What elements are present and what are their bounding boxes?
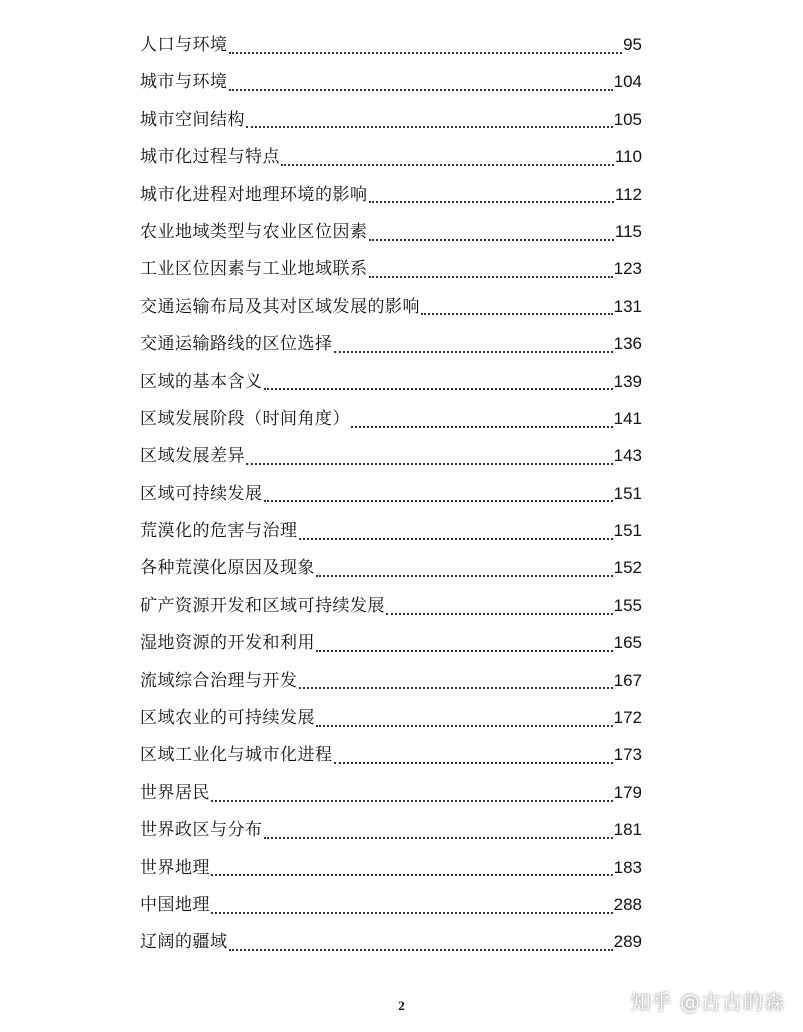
- toc-entry[interactable]: [140, 250, 642, 287]
- toc-entry-title: 世界政区与分布: [140, 820, 263, 841]
- toc-entry-page: 123: [613, 259, 642, 279]
- toc-entry-page: 173: [613, 745, 642, 765]
- table-of-contents: [140, 26, 642, 961]
- toc-entry-title: 区域发展差异: [140, 446, 245, 467]
- toc-entry-title: 城市空间结构: [140, 109, 245, 130]
- toc-entry-page: 95: [623, 35, 642, 54]
- dot-leader: [369, 201, 614, 203]
- toc-entry-title: 城市化进程对地理环境的影响: [140, 184, 368, 205]
- toc-entry-page: 181: [613, 820, 642, 840]
- toc-entry[interactable]: [140, 213, 642, 250]
- toc-entry-page: 131: [613, 296, 642, 316]
- toc-entry[interactable]: [140, 512, 642, 549]
- toc-entry-title: 矿产资源开发和区域可持续发展: [140, 595, 385, 616]
- dot-leader: [281, 164, 614, 166]
- toc-entry[interactable]: [140, 325, 642, 362]
- toc-entry-page: 183: [613, 857, 642, 877]
- dot-leader: [229, 949, 613, 951]
- toc-entry[interactable]: [140, 437, 642, 474]
- dot-leader: [421, 313, 613, 315]
- toc-entry-page: 104: [613, 72, 642, 92]
- toc-entry[interactable]: [140, 400, 642, 437]
- toc-entry[interactable]: [140, 811, 642, 848]
- toc-entry-title: 工业区位因素与工业地域联系: [140, 259, 368, 280]
- toc-entry-title: 中国地理: [140, 894, 210, 915]
- toc-entry[interactable]: [140, 849, 642, 886]
- dot-leader: [351, 426, 613, 428]
- toc-entry-title: 交通运输布局及其对区域发展的影响: [140, 296, 420, 317]
- dot-leader: [264, 388, 613, 390]
- toc-entry-page: 151: [613, 521, 642, 541]
- dot-leader: [211, 874, 613, 876]
- toc-entry-page: 112: [614, 184, 642, 204]
- toc-entry-page: 139: [613, 371, 642, 391]
- toc-entry[interactable]: [140, 475, 642, 512]
- toc-entry[interactable]: [140, 363, 642, 400]
- dot-leader: [229, 89, 613, 91]
- toc-entry-title: 各种荒漠化原因及现象: [140, 558, 315, 579]
- toc-entry-title: 区域发展阶段（时间角度）: [140, 408, 350, 429]
- dot-leader: [264, 837, 613, 839]
- toc-entry-page: 155: [613, 595, 642, 615]
- toc-entry[interactable]: [140, 736, 642, 773]
- dot-leader: [229, 52, 623, 54]
- toc-entry-page: 288: [613, 894, 642, 914]
- dot-leader: [316, 650, 613, 652]
- dot-leader: [334, 351, 613, 353]
- dot-leader: [334, 762, 613, 764]
- toc-entry-title: 交通运输路线的区位选择: [140, 334, 333, 355]
- toc-entry-page: 165: [613, 633, 642, 653]
- toc-entry-title: 人口与环境: [140, 35, 228, 55]
- toc-entry[interactable]: [140, 774, 642, 811]
- toc-entry-page: 151: [613, 483, 642, 503]
- toc-entry-title: 农业地域类型与农业区位因素: [140, 221, 368, 242]
- toc-entry-title: 城市与环境: [140, 72, 228, 93]
- dot-leader: [211, 912, 613, 914]
- toc-entry-page: 136: [613, 334, 642, 354]
- toc-entry-page: 143: [613, 446, 642, 466]
- toc-entry[interactable]: [140, 138, 642, 175]
- dot-leader: [264, 500, 613, 502]
- toc-entry-page: 289: [613, 932, 642, 952]
- toc-entry[interactable]: [140, 587, 642, 624]
- toc-entry-page: 152: [613, 558, 642, 578]
- toc-entry-page: 110: [614, 147, 642, 167]
- toc-entry[interactable]: [140, 549, 642, 586]
- toc-entry-page: 179: [613, 782, 642, 802]
- toc-entry[interactable]: [140, 176, 642, 213]
- dot-leader: [316, 575, 613, 577]
- toc-entry[interactable]: [140, 101, 642, 138]
- dot-leader: [246, 126, 613, 128]
- watermark: 知乎 @古古的森: [630, 990, 785, 1014]
- dot-leader: [246, 463, 613, 465]
- toc-entry-title: 辽阔的疆域: [140, 932, 228, 953]
- dot-leader: [299, 538, 613, 540]
- toc-entry-title: 城市化过程与特点: [140, 147, 280, 168]
- toc-entry-title: 世界居民: [140, 782, 210, 803]
- toc-entry-page: 115: [614, 221, 642, 241]
- toc-entry-title: 湿地资源的开发和利用: [140, 633, 315, 654]
- toc-entry-title: 区域可持续发展: [140, 483, 263, 504]
- toc-entry[interactable]: [140, 886, 642, 923]
- toc-entry-title: 流域综合治理与开发: [140, 670, 298, 691]
- toc-entry-title: 区域的基本含义: [140, 371, 263, 392]
- toc-entry-title: 区域工业化与城市化进程: [140, 745, 333, 766]
- toc-entry-title: 区域农业的可持续发展: [140, 708, 315, 729]
- dot-leader: [386, 613, 613, 615]
- toc-entry-page: 105: [613, 109, 642, 129]
- toc-entry[interactable]: [140, 699, 642, 736]
- toc-entry[interactable]: [140, 63, 642, 100]
- page-number: 2: [398, 998, 405, 1013]
- dot-leader: [316, 725, 613, 727]
- toc-entry[interactable]: [140, 624, 642, 661]
- dot-leader: [369, 276, 613, 278]
- toc-entry-page: 167: [613, 670, 642, 690]
- toc-entry[interactable]: [140, 923, 642, 960]
- dot-leader: [369, 239, 614, 241]
- toc-entry[interactable]: [140, 26, 642, 63]
- toc-entry-page: 141: [613, 408, 642, 428]
- toc-entry-page: 172: [613, 708, 642, 728]
- toc-entry[interactable]: [140, 288, 642, 325]
- dot-leader: [211, 800, 613, 802]
- toc-entry-title: 世界地理: [140, 857, 210, 878]
- toc-entry[interactable]: [140, 662, 642, 699]
- toc-entry-title: 荒漠化的危害与治理: [140, 521, 298, 542]
- dot-leader: [299, 687, 613, 689]
